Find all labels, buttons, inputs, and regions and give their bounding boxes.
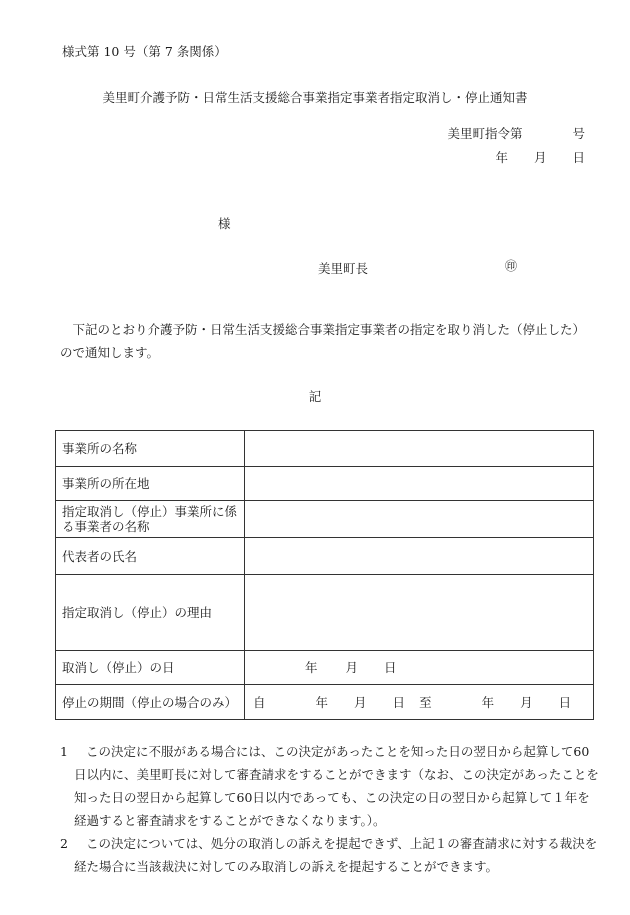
- period-from-label: 自: [253, 694, 266, 710]
- note-number: 2: [60, 836, 68, 851]
- issue-day-label: 日: [572, 150, 585, 165]
- table-row: [56, 538, 594, 575]
- row-value-operator-name: [245, 501, 594, 538]
- period-month2-label: 月: [520, 694, 533, 710]
- table-row: [56, 575, 594, 651]
- row-label-representative: 代表者の氏名: [56, 538, 245, 575]
- row-value-cancel-date: [245, 651, 594, 685]
- body-paragraph: 下記のとおり介護予防・日常生活支援総合事業指定事業者の指定を取り消した（停止した）ので通知します。: [60, 322, 586, 360]
- row-value-suspension-period: [245, 685, 594, 720]
- seal-mark: ㊞: [505, 259, 518, 273]
- table-row: [56, 685, 594, 720]
- table-row: [56, 651, 594, 685]
- note-item: [60, 740, 600, 832]
- note-text: この決定に不服がある場合には、この決定があったことを知った日の翌日から起算して60日以内に、美里町長に対して審査請求をすることができます（なお、この決定があったことを知った日の翌日から起算して60日以内であっても、この決定の日の翌日から起算して１年を経過すると審査請求をすることができなくなります。）。: [74, 744, 599, 828]
- period-day2-label: 日: [558, 694, 572, 710]
- table-row: [56, 501, 594, 538]
- note-item: [60, 832, 600, 878]
- issue-date-line: [495, 150, 585, 165]
- row-label-reason: 指定取消し（停止）の理由: [56, 575, 245, 651]
- cancel-year-label: 年: [305, 660, 318, 675]
- row-label-suspension-period: 停止の期間（停止の場合のみ）: [56, 685, 245, 720]
- row-value-office-address: [245, 467, 594, 501]
- note-text: この決定については、処分の取消しの訴えを提起できず、上記１の審査請求に対する裁決を経た場合に当該裁決に対してのみ取消しの訴えを提起することができます。: [74, 836, 598, 874]
- row-label-cancel-date: 取消し（停止）の日: [56, 651, 245, 685]
- period-to-label: 至: [419, 694, 432, 710]
- table-row: [56, 467, 594, 501]
- period-month-label: 月: [354, 694, 367, 710]
- issue-year-label: 年: [495, 150, 508, 165]
- table-row: [56, 431, 594, 467]
- issuer-number-suffix: 号: [572, 126, 585, 141]
- form-number: 様式第 10 号（第 7 条関係）: [62, 44, 227, 59]
- cancel-day-label: 日: [384, 660, 397, 675]
- issue-month-label: 月: [533, 150, 547, 165]
- sender-name: 美里町長: [318, 261, 369, 276]
- row-label-office-name: 事業所の名称: [56, 431, 245, 467]
- notes-section: [60, 740, 600, 878]
- issuer-number-line: [447, 126, 585, 141]
- issuer-number-prefix: 美里町指令第: [447, 126, 523, 141]
- note-number: 1: [60, 744, 68, 759]
- period-year-label: 年: [315, 694, 329, 710]
- addressee-suffix: 様: [218, 216, 231, 231]
- row-label-office-address: 事業所の所在地: [56, 467, 245, 501]
- row-value-office-name: [245, 431, 594, 467]
- row-value-representative: [245, 538, 594, 575]
- period-day-label: 日: [392, 694, 406, 710]
- row-label-operator-name: 指定取消し（停止）事業所に係る事業者の名称: [56, 501, 245, 538]
- row-value-reason: [245, 575, 594, 651]
- detail-table: [55, 430, 594, 720]
- document-title: 美里町介護予防・日常生活支援総合事業指定事業者指定取消し・停止通知書: [102, 90, 528, 105]
- cancel-month-label: 月: [345, 660, 359, 675]
- ki-heading: 記: [308, 389, 322, 404]
- period-year2-label: 年: [481, 694, 495, 710]
